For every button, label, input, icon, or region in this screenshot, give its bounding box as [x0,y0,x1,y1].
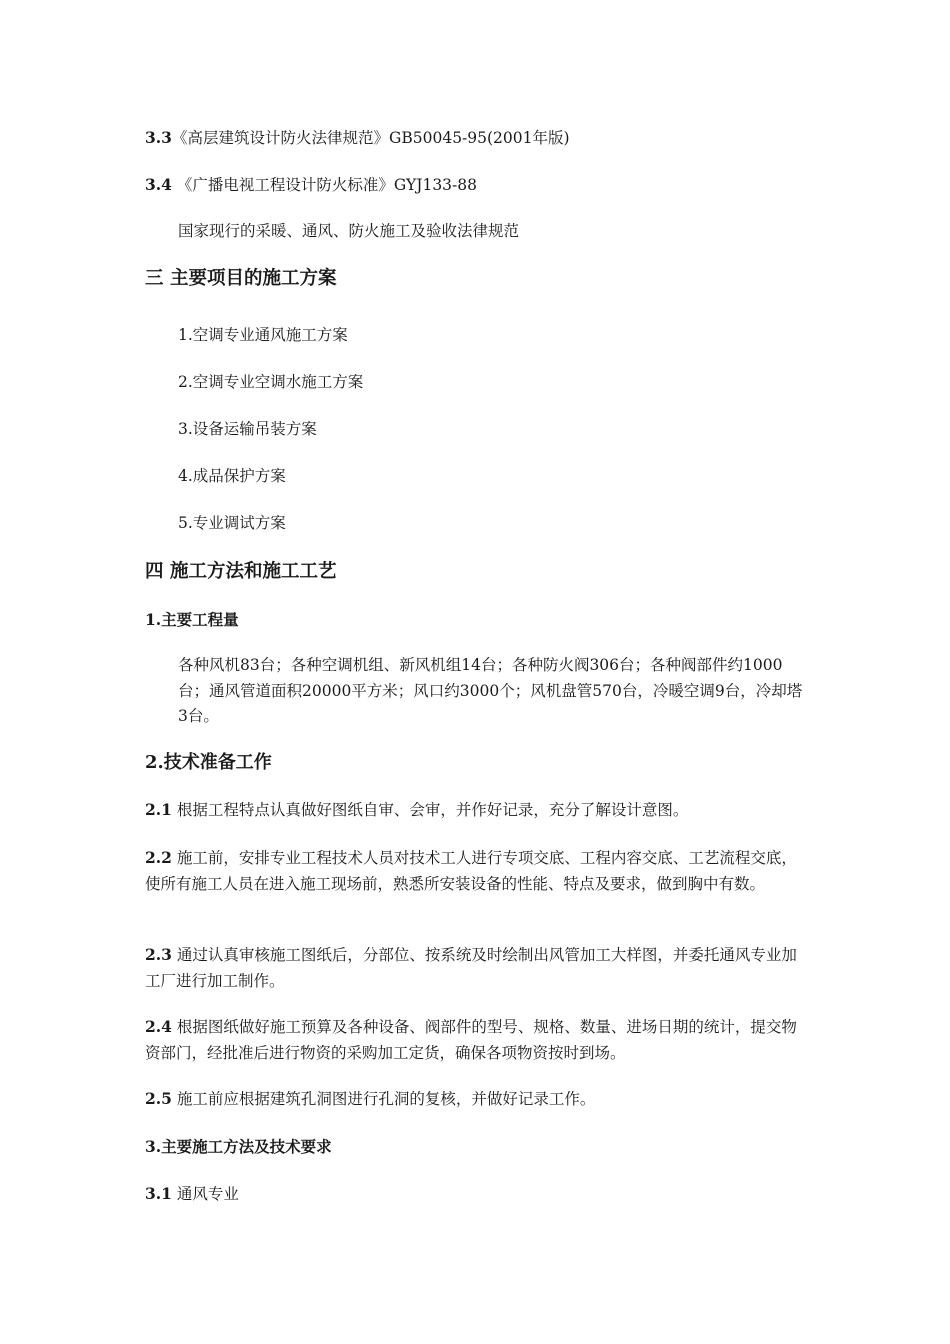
prep-item-2-3 [145,942,805,994]
item-text: 根据工程特点认真做好图纸自审、会审，并作好记录，充分了解设计意图。 [171,801,689,819]
item-text: 通风专业 [171,1185,239,1203]
reference-number: 3.3 [145,128,172,147]
subsection-2-heading: 2.技术准备工作 [145,752,272,773]
national-norms-line: 国家现行的采暖、通风、防火施工及验收法律规范 [178,222,520,240]
item-text: 通过认真审核施工图纸后，分部位、按系统及时绘制出风管加工大样图，并委托通风专业加工厂进行加工制作。 [145,946,797,990]
item-number: 3.1 [145,1184,172,1203]
reference-3-4 [145,172,805,198]
item-text: 施工前，安排专业工程技术人员对技术工人进行专项交底、工程内容交底、工艺流程交底，使所有施工人员在进入施工现场前，熟悉所安装设备的性能、特点及要求，做到胸中有数。 [145,849,797,893]
subsection-3-heading: 3.主要施工方法及技术要求 [145,1137,332,1156]
item-number: 2.2 [145,848,172,867]
item-number: 2.1 [145,800,172,819]
section-3-heading: 三 主要项目的施工方案 [145,268,337,289]
reference-text: 《广播电视工程设计防火标准》GYJ133-88 [171,176,477,194]
plan-item: 5.专业调试方案 [178,514,286,532]
plan-item: 2.空调专业空调水施工方案 [178,373,364,391]
reference-number: 3.4 [145,175,172,194]
plan-item: 1.空调专业通风施工方案 [178,326,348,344]
reference-text: 《高层建筑设计防火法律规范》GB50045-95(2001年版) [171,129,570,147]
plan-item: 4.成品保护方案 [178,467,286,485]
reference-3-3 [145,125,805,151]
workload-text: 各种风机83台；各种空调机组、新风机组14台；各种防火阀306台；各种阀部件约1000台；通风管道面积20000平方米；风口约3000个；风机盘管570台，冷暖空调9台，冷却塔3台。 [178,656,803,725]
item-number: 2.3 [145,945,172,964]
prep-item-2-2 [145,845,805,897]
prep-item-2-5 [145,1086,805,1113]
prep-item-2-1 [145,797,805,824]
item-number: 2.5 [145,1089,172,1108]
plan-item: 3.设备运输吊装方案 [178,420,317,438]
method-item-3-1 [145,1181,805,1207]
item-text: 根据图纸做好施工预算及各种设备、阀部件的型号、规格、数量、进场日期的统计，提交物资部门，经批准后进行物资的采购加工定货，确保各项物资按时到场。 [145,1018,797,1062]
item-text: 施工前应根据建筑孔洞图进行孔洞的复核，并做好记录工作。 [171,1090,596,1108]
subsection-1-heading: 1.主要工程量 [145,610,239,629]
prep-item-2-4 [145,1014,805,1066]
section-4-heading: 四 施工方法和施工工艺 [145,561,337,582]
item-number: 2.4 [145,1017,172,1036]
workload-paragraph [145,653,805,730]
